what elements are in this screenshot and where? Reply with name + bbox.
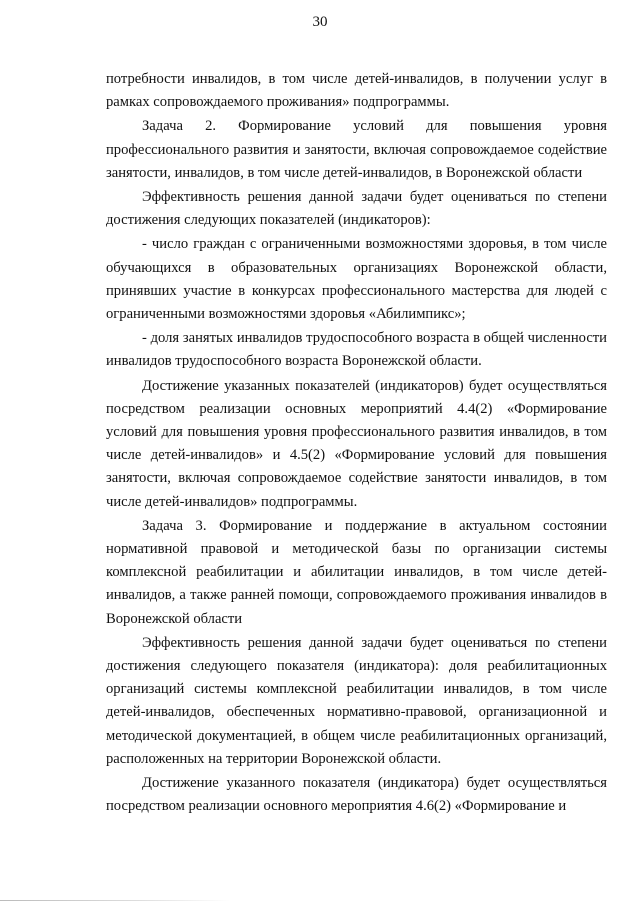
paragraph-indicator-abilympics: - число граждан с ограниченными возможностями здоровья, в том числе обучающихся в образовательных организациях Воронежской области, принявших участие в конкурсах профессионального мастерства для людей с ограниченными возможностями здоровья «Абилимпикс»; (106, 236, 607, 323)
paragraph-task-2-efficiency: Эффективность решения данной задачи будет оцениваться по степени достижения следующих показателей (индикаторов): (106, 189, 607, 229)
paragraph-task-2-measures: Достижение указанных показателей (индикаторов) будет осуществляться посредством реализации основных мероприятий 4.4(2) «Формирование условий для повышения уровня профессионального развития инвалидов, в том числе детей-инвалидов» и 4.5(2) «Формирование условий для повышения занятости, включая сопровождаемое содействие занятости инвалидов, в том числе детей-инвалидов» подпрограммы. (106, 377, 607, 510)
paragraph-indicator-employment: - доля занятых инвалидов трудоспособного возраста в общей численности инвалидов трудоспособного возраста Воронежской области. (106, 330, 607, 370)
paragraph-task-2: Задача 2. Формирование условий для повышения уровня профессионального развития и занятости, включая сопровождаемое содействие занятости, инвалидов, в том числе детей-инвалидов, в Воронежской области (106, 118, 607, 181)
paragraph-task-3-efficiency: Эффективность решения данной задачи будет оцениваться по степени достижения следующего показателя (индикатора): доля реабилитационных организаций системы комплексной реабилитации инвалидов, в том числе детей-инвалидов, обеспеченных нормативно-правовой, организационной и методической документацией, в общем числе реабилитационных организаций, расположенных на территории Воронежской области. (106, 634, 607, 767)
paragraph-continuation: потребности инвалидов, в том числе детей-инвалидов, в получении услуг в рамках сопровождаемого проживания» подпрограммы. (106, 71, 607, 111)
paragraph-task-3: Задача 3. Формирование и поддержание в актуальном состоянии нормативной правовой и методической базы по организации системы комплексной реабилитации и абилитации инвалидов, в том числе детей-инвалидов, а также ранней помощи, сопровождаемого проживания инвалидов в Воронежской области (106, 517, 607, 627)
paragraph-task-3-measures: Достижение указанного показателя (индикатора) будет осуществляться посредством реализации основного мероприятия 4.6(2) «Формирование и (106, 775, 607, 815)
page-number: 30 (312, 14, 328, 30)
footer-divider (0, 900, 230, 901)
document-body (106, 68, 607, 819)
